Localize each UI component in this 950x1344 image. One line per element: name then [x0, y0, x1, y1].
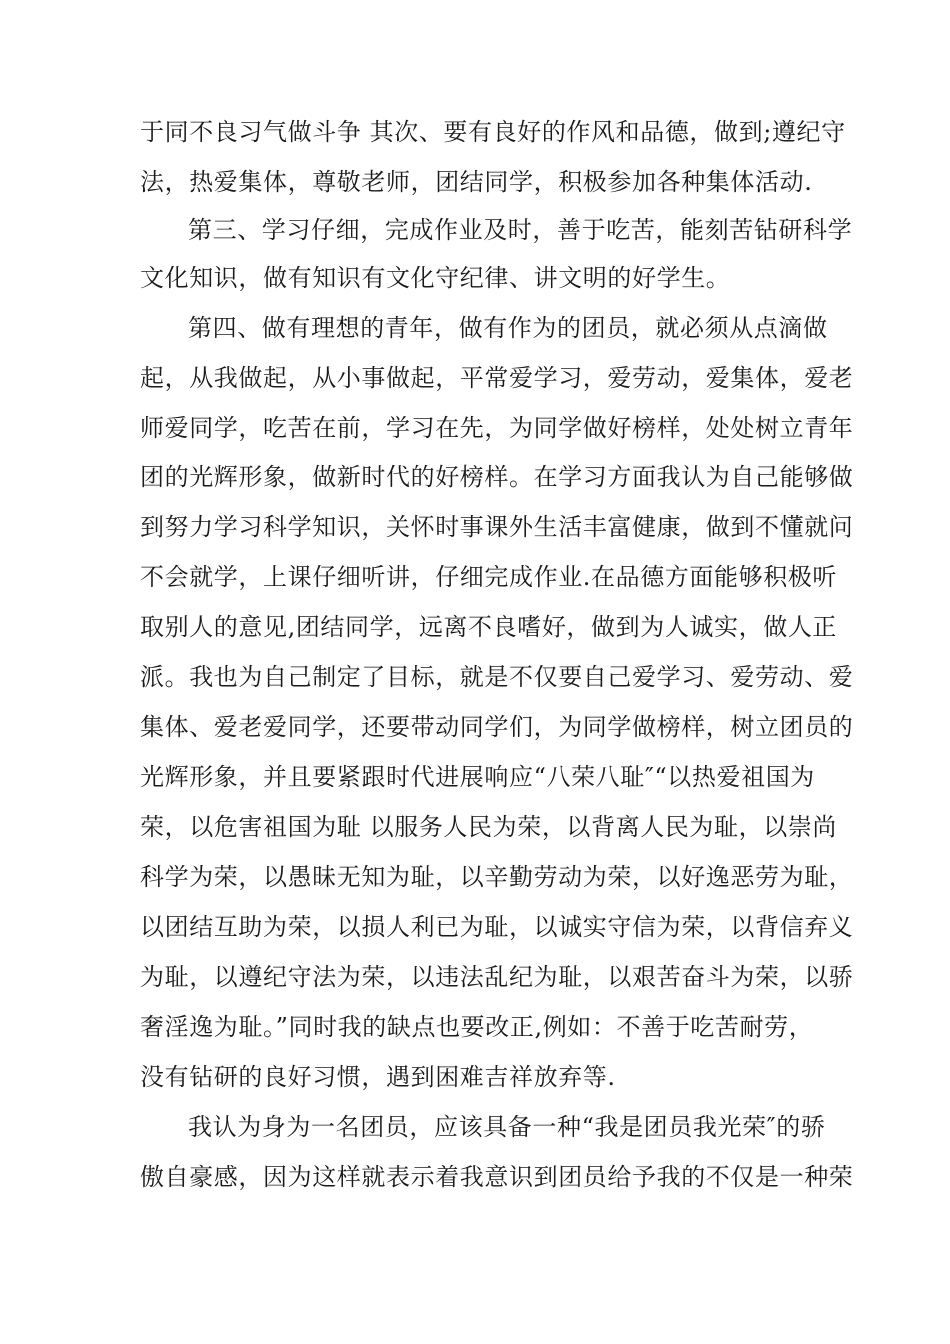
text-line: 文化知识，做有知识有文化守纪律、讲文明的好学生。: [140, 264, 731, 292]
text-line: 为耻，以遵纪守法为荣，以违法乱纪为耻，以艰苦奋斗为荣，以骄: [140, 963, 854, 991]
text-line: 团的光辉形象，做新时代的好榜样。在学习方面我认为自己能够做: [140, 463, 854, 491]
paragraph-start-line: 第三、学习仔细，完成作业及时，善于吃苦，能刻苦钻研科学: [188, 216, 853, 244]
text-line: 到努力学习科学知识，关怀时事课外生活丰富健康，做到不懂就问: [140, 513, 854, 541]
text-line: 派。我也为自己制定了目标，就是不仅要自己爱学习、爱劳动、爱: [140, 663, 854, 691]
text-line: 法，热爱集体，尊敬老师，团结同学，积极参加各种集体活动.: [140, 168, 813, 196]
paragraph-start-line: 我认为身为一名团员，应该具备一种“我是团员我光荣″的骄: [188, 1113, 826, 1141]
text-line: 科学为荣，以愚昧无知为耻，以辛勤劳动为荣，以好逸恶劳为耻，: [140, 863, 854, 891]
text-line: 傲自豪感，因为这样就表示着我意识到团员给予我的不仅是一种荣: [140, 1163, 854, 1191]
text-line: 荣，以危害祖国为耻 以服务人民为荣，以背离人民为耻，以崇尚: [140, 813, 838, 841]
text-line: 于同不良习气做斗争 其次、要有良好的作风和品德，做到;遵纪守: [140, 118, 846, 146]
text-line: 不会就学，上课仔细听讲，仔细完成作业.在品德方面能够积极听: [140, 563, 838, 591]
text-line: 师爱同学，吃苦在前，学习在先，为同学做好榜样，处处树立青年: [140, 414, 854, 442]
text-line: 光辉形象，并且要紧跟时代进展响应“八荣八耻″“以热爱祖国为: [140, 763, 815, 791]
paragraph-start-line: 第四、做有理想的青年，做有作为的团员，就必须从点滴做: [188, 314, 828, 342]
text-line: 以团结互助为荣，以损人利已为耻，以诚实守信为荣，以背信弃义: [140, 913, 854, 941]
text-line: 起，从我做起，从小事做起，平常爱学习，爱劳动，爱集体，爱老: [140, 364, 854, 392]
text-line: 奢淫逸为耻。”同时我的缺点也要改正,例如：不善于吃苦耐劳，: [140, 1013, 814, 1041]
text-line: 没有钻研的良好习惯，遇到困难吉祥放弃等.: [140, 1063, 616, 1091]
text-line: 集体、爱老爱同学，还要带动同学们，为同学做榜样，树立团员的: [140, 713, 854, 741]
text-line: 取别人的意见,团结同学，远离不良嗜好，做到为人诚实，做人正: [140, 613, 838, 641]
